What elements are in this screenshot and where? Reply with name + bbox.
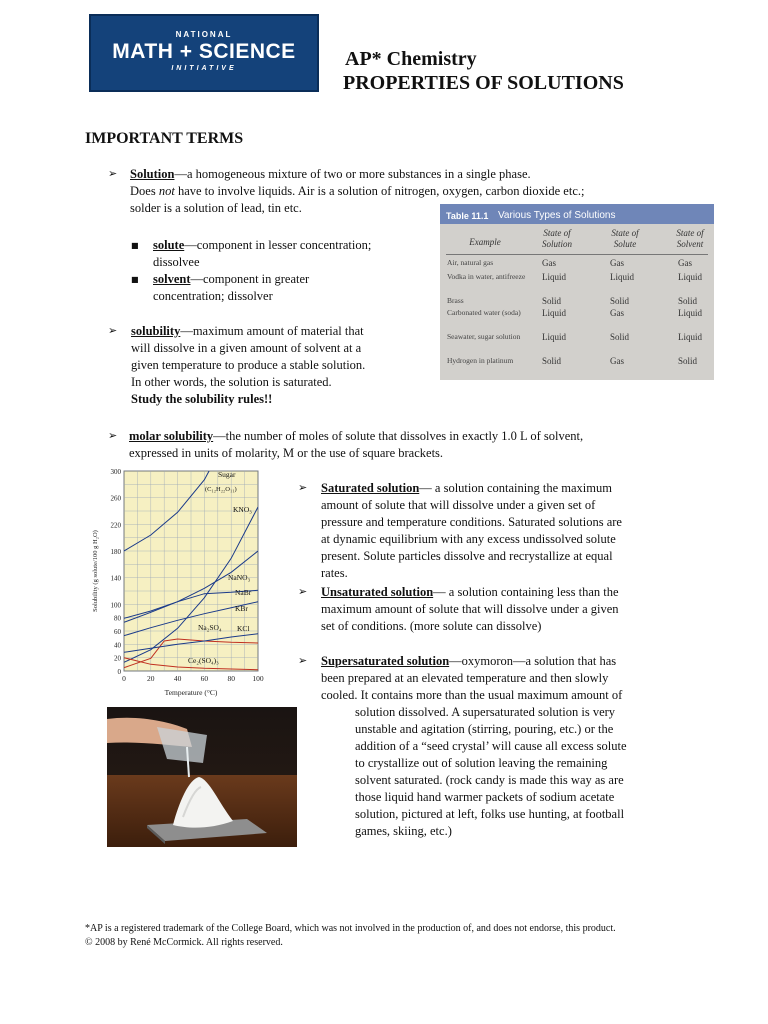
table-cell-solution: Liquid xyxy=(542,272,566,282)
solubility-line: given temperature to produce a stable solution. xyxy=(131,358,366,372)
solvent-def-line1: —component in greater xyxy=(190,272,310,286)
saturated-line: amount of solute that will dissolve under a given set of xyxy=(321,498,596,512)
table-cell-solvent: Liquid xyxy=(678,272,702,282)
molar-solubility-line2: expressed in units of molarity, M or the use of square brackets. xyxy=(129,446,444,460)
solubility-rules-note: Study the solubility rules!! xyxy=(131,392,273,406)
x-axis-label: Temperature (°C) xyxy=(164,688,218,697)
arrow-bullet-icon: ➢ xyxy=(108,324,118,337)
supersaturated-line: games, skiing, etc.) xyxy=(355,824,452,838)
y-tick-label: 300 xyxy=(110,468,121,476)
saturated-line: pressure and temperature conditions. Saturated solutions are xyxy=(321,515,622,529)
solute-definition xyxy=(153,237,423,271)
solubility-line: In other words, the solution is saturated. xyxy=(131,375,332,389)
table-cell-solution: Gas xyxy=(542,258,556,268)
table-cell-solvent: Liquid xyxy=(678,332,702,342)
saturated-line: at dynamic equilibrium with any excess undissolved solute xyxy=(321,532,616,546)
x-tick-label: 20 xyxy=(147,674,155,683)
copyright-footer xyxy=(85,922,725,950)
table-cell-example: Seawater, sugar solution xyxy=(447,332,521,341)
y-tick-label: 80 xyxy=(114,614,121,623)
supersaturated-line: solution, pictured at left, folks use hunting, at football xyxy=(355,807,625,821)
saturated-definition xyxy=(321,480,701,582)
table-cell-example: Air, natural gas xyxy=(447,258,494,267)
arrow-bullet-icon: ➢ xyxy=(108,429,118,442)
solution-def-line1: —a homogeneous mixture of two or more substances in a single phase. xyxy=(174,167,531,181)
solution-term: Solution xyxy=(130,167,175,181)
supersaturated-line: solvent saturated. (rock candy is made this way as are xyxy=(355,773,624,787)
series-label-formula: (C₁₂H₂₂O₁₁) xyxy=(205,486,237,493)
square-bullet-icon: ■ xyxy=(131,275,139,284)
x-tick-label: 100 xyxy=(252,674,264,683)
math-science-initiative-logo xyxy=(89,14,319,92)
supersaturated-line: unstable and agitation (stirring, pouring, etc.) or the xyxy=(355,722,614,736)
supersaturated-line: addition of a “seed crystal’ will cause all excess solute xyxy=(355,739,627,753)
table-cell-solute: Liquid xyxy=(610,272,634,282)
unsaturated-line: — a solution containing less than the xyxy=(433,585,619,599)
supersaturated-crystallization-photo xyxy=(107,707,297,847)
logo-line1: NATIONAL xyxy=(175,30,233,39)
unsaturated-line: set of conditions. (more solute can dissolve) xyxy=(321,619,542,633)
supersaturated-term: Supersaturated solution xyxy=(321,654,450,668)
supersaturated-line: those liquid hand warmer packets of sodium acetate xyxy=(355,790,615,804)
table-col-header: State of Solute xyxy=(611,228,639,249)
table-col-header: State of Solution xyxy=(541,228,572,249)
table-cell-solution: Solid xyxy=(542,356,562,366)
section-heading: IMPORTANT TERMS xyxy=(85,130,244,147)
table-col-header: State of Solvent xyxy=(676,228,704,249)
table-cell-solvent: Solid xyxy=(678,356,698,366)
table-cell-solution: Liquid xyxy=(542,308,566,318)
arrow-bullet-icon: ➢ xyxy=(108,167,118,180)
table-title: Various Types of Solutions xyxy=(498,210,616,221)
solubility-term: solubility xyxy=(131,324,181,338)
x-tick-label: 40 xyxy=(173,674,182,683)
y-axis-label: Solubility (g solute/100 g H₂O) xyxy=(92,530,99,612)
series-label: Na₂SO₄ xyxy=(198,623,222,632)
saturated-line: present. Solute particles dissolve and recrystallize at equal xyxy=(321,549,613,563)
x-tick-label: 0 xyxy=(122,674,126,683)
x-tick-label: 80 xyxy=(227,674,235,683)
page-title: AP* Chemistry xyxy=(345,48,477,70)
solute-def-line2: dissolvee xyxy=(153,255,200,269)
series-label: Sugar xyxy=(218,470,236,479)
solubility-definition xyxy=(131,323,431,408)
table-cell-solvent: Solid xyxy=(678,296,698,306)
supersaturated-definition xyxy=(321,653,701,704)
trademark-notice: *AP is a registered trademark of the College Board, which was not involved in the production of, and does not endorse, this product. xyxy=(85,923,616,934)
x-tick-label: 60 xyxy=(200,674,209,683)
solvent-def-line2: concentration; dissolver xyxy=(153,289,273,303)
solution-def-line2a: Does xyxy=(130,184,159,198)
solubility-line: —maximum amount of material that xyxy=(180,324,364,338)
logo-line3: INITIATIVE xyxy=(171,65,237,72)
y-tick-label: 40 xyxy=(114,641,121,650)
table-cell-solvent: Liquid xyxy=(678,308,702,318)
arrow-bullet-icon: ➢ xyxy=(298,585,308,598)
table-col-header: Example xyxy=(469,237,501,247)
table-header-bar xyxy=(440,204,714,224)
table-divider xyxy=(446,254,708,255)
y-tick-label: 260 xyxy=(110,494,121,503)
y-tick-label: 20 xyxy=(114,654,121,663)
copyright-notice: © 2008 by René McCormick. All rights reserved. xyxy=(85,937,283,948)
page-subtitle: PROPERTIES OF SOLUTIONS xyxy=(343,72,624,94)
table-cell-solution: Solid xyxy=(542,296,562,306)
table-cell-solution: Liquid xyxy=(542,332,566,342)
table-cell-solute: Solid xyxy=(610,332,630,342)
unsaturated-line: maximum amount of solute that will dissolve under a given xyxy=(321,602,619,616)
solution-def-line2c: have to involve liquids. Air is a solution of nitrogen, oxygen, carbon dioxide etc.; xyxy=(174,184,585,198)
molar-solubility-line1: —the number of moles of solute that dissolves in exactly 1.0 L of solvent, xyxy=(213,429,584,443)
y-tick-label: 180 xyxy=(110,548,121,556)
table-cell-solute: Gas xyxy=(610,308,624,318)
series-label: KCl xyxy=(237,624,250,633)
unsaturated-term: Unsaturated solution xyxy=(321,585,434,599)
supersaturated-line: to crystallize out of solution leaving the remaining xyxy=(355,756,608,770)
table-cell-example: Vodka in water, antifreeze xyxy=(447,272,526,281)
solvent-definition xyxy=(153,271,423,305)
solution-types-table xyxy=(440,204,714,380)
y-tick-label: 0 xyxy=(117,668,121,676)
table-cell-solute: Gas xyxy=(610,258,624,268)
saturated-line: rates. xyxy=(321,566,348,580)
series-label: KBr xyxy=(235,604,248,613)
solution-def-line3: solder is a solution of lead, tin etc. xyxy=(130,201,302,215)
y-tick-label: 220 xyxy=(110,521,121,530)
table-cell-example: Carbonated water (soda) xyxy=(447,308,521,317)
arrow-bullet-icon: ➢ xyxy=(298,654,308,667)
series-label: NaNO₃ xyxy=(228,573,251,582)
solubility-curve-chart xyxy=(88,463,278,698)
solute-def-line1: —component in lesser concentration; xyxy=(184,238,372,252)
saturated-line: — a solution containing the maximum xyxy=(419,481,612,495)
solubility-line: will dissolve in a given amount of solvent at a xyxy=(131,341,362,355)
solvent-term: solvent xyxy=(153,272,191,286)
table-cell-solute: Solid xyxy=(610,296,630,306)
molar-solubility-definition xyxy=(129,428,749,462)
supersaturated-line: been prepared at an elevated temperature and then slowly xyxy=(321,671,609,685)
table-number: Table 11.1 xyxy=(446,211,489,221)
saturated-term: Saturated solution xyxy=(321,481,420,495)
supersaturated-line: solution dissolved. A supersaturated solution is very xyxy=(355,705,616,719)
series-label: KNO₃ xyxy=(233,505,252,514)
square-bullet-icon: ■ xyxy=(131,241,139,250)
table-cell-example: Brass xyxy=(447,296,464,305)
series-label: Ce₂(SO₄)₃ xyxy=(188,656,219,665)
supersaturated-line: cooled. It contains more than the usual maximum amount of xyxy=(321,688,623,702)
y-tick-label: 140 xyxy=(110,574,121,583)
series-label: NaBr xyxy=(235,588,252,597)
y-tick-label: 60 xyxy=(114,628,121,636)
unsaturated-definition xyxy=(321,584,701,635)
solution-def-emphasis: not xyxy=(158,184,175,198)
y-tick-label: 100 xyxy=(110,601,121,610)
table-cell-solute: Gas xyxy=(610,356,624,366)
logo-line2: MATH + SCIENCE xyxy=(112,40,296,63)
arrow-bullet-icon: ➢ xyxy=(298,481,308,494)
table-cell-solvent: Gas xyxy=(678,258,692,268)
solute-term: solute xyxy=(153,238,185,252)
supersaturated-line: —oxymoron—a solution that has xyxy=(449,654,617,668)
table-cell-example: Hydrogen in platinum xyxy=(447,356,514,365)
molar-solubility-term: molar solubility xyxy=(129,429,214,443)
supersaturated-continued xyxy=(355,704,700,840)
